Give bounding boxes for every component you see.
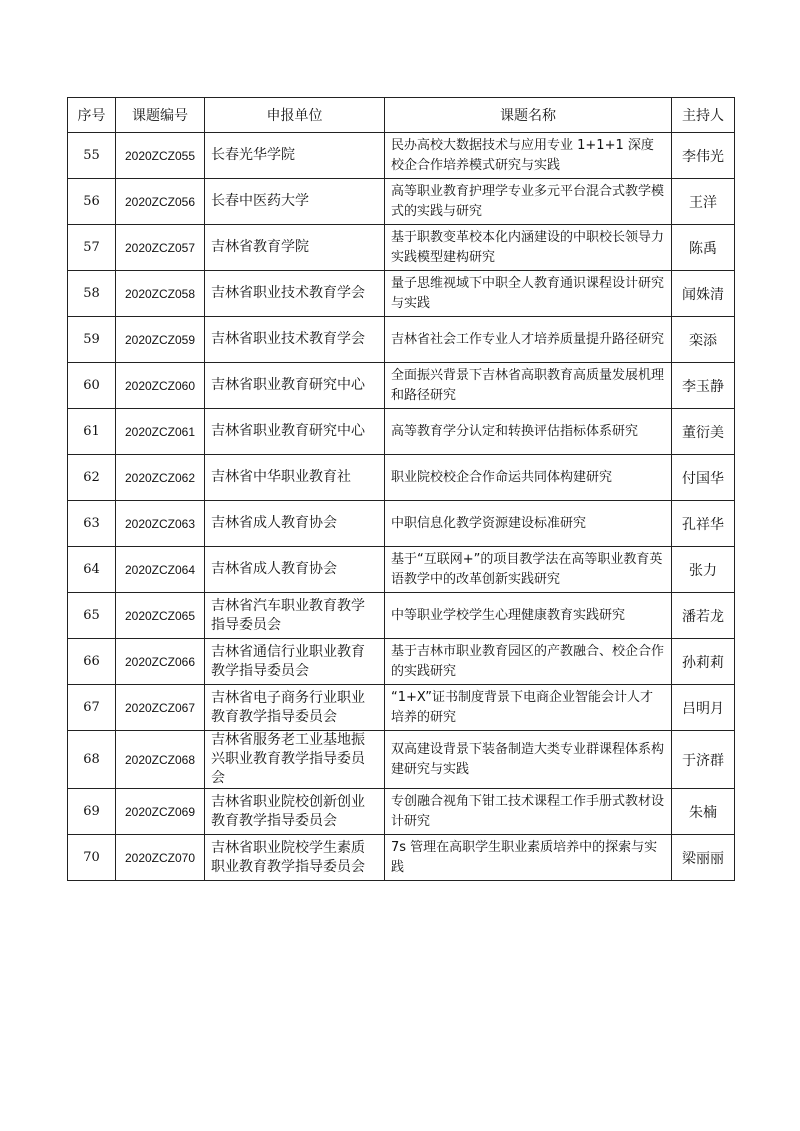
cell-host: 李玉静 — [672, 363, 735, 409]
table-row — [68, 317, 735, 363]
table-row — [68, 409, 735, 455]
cell-host: 陈禹 — [672, 225, 735, 271]
cell-host: 付国华 — [672, 455, 735, 501]
cell-code: 2020ZCZ068 — [116, 731, 205, 789]
cell-title: 7s 管理在高职学生职业素质培养中的探索与实践 — [385, 835, 672, 881]
cell-title: 高等职业教育护理学专业多元平台混合式教学模式的实践与研究 — [385, 179, 672, 225]
cell-index: 63 — [68, 501, 116, 547]
table-row — [68, 455, 735, 501]
cell-unit: 吉林省汽车职业教育教学指导委员会 — [205, 593, 385, 639]
cell-title: 基于“互联网+”的项目教学法在高等职业教育英语教学中的改革创新实践研究 — [385, 547, 672, 593]
cell-index: 70 — [68, 835, 116, 881]
cell-host: 潘若龙 — [672, 593, 735, 639]
cell-host: 闻姝清 — [672, 271, 735, 317]
cell-unit: 吉林省职业教育研究中心 — [205, 409, 385, 455]
cell-host: 梁丽丽 — [672, 835, 735, 881]
cell-host: 李伟光 — [672, 133, 735, 179]
cell-title: 中职信息化教学资源建设标准研究 — [385, 501, 672, 547]
cell-code: 2020ZCZ066 — [116, 639, 205, 685]
cell-unit: 吉林省职业院校创新创业教育教学指导委员会 — [205, 789, 385, 835]
table-row — [68, 593, 735, 639]
cell-title: 吉林省社会工作专业人才培养质量提升路径研究 — [385, 317, 672, 363]
cell-host: 王洋 — [672, 179, 735, 225]
table-row — [68, 789, 735, 835]
cell-unit: 吉林省职业技术教育学会 — [205, 271, 385, 317]
header-code: 课题编号 — [116, 98, 205, 133]
cell-code: 2020ZCZ063 — [116, 501, 205, 547]
cell-code: 2020ZCZ069 — [116, 789, 205, 835]
cell-unit: 长春光华学院 — [205, 133, 385, 179]
cell-index: 65 — [68, 593, 116, 639]
project-table — [67, 97, 735, 881]
cell-title: 职业院校校企合作命运共同体构建研究 — [385, 455, 672, 501]
cell-unit: 吉林省服务老工业基地振兴职业教育教学指导委员会 — [205, 731, 385, 789]
cell-index: 67 — [68, 685, 116, 731]
cell-unit: 吉林省职业技术教育学会 — [205, 317, 385, 363]
cell-title: 基于职教变革校本化内涵建设的中职校长领导力实践模型建构研究 — [385, 225, 672, 271]
cell-unit: 吉林省通信行业职业教育教学指导委员会 — [205, 639, 385, 685]
cell-code: 2020ZCZ070 — [116, 835, 205, 881]
cell-index: 60 — [68, 363, 116, 409]
cell-index: 68 — [68, 731, 116, 789]
cell-host: 董衍美 — [672, 409, 735, 455]
cell-code: 2020ZCZ055 — [116, 133, 205, 179]
cell-index: 59 — [68, 317, 116, 363]
cell-index: 62 — [68, 455, 116, 501]
cell-code: 2020ZCZ061 — [116, 409, 205, 455]
table-row — [68, 639, 735, 685]
table-header-row — [68, 98, 735, 133]
cell-code: 2020ZCZ056 — [116, 179, 205, 225]
cell-index: 66 — [68, 639, 116, 685]
cell-unit: 吉林省教育学院 — [205, 225, 385, 271]
cell-index: 64 — [68, 547, 116, 593]
cell-index: 58 — [68, 271, 116, 317]
cell-title: 基于吉林市职业教育园区的产教融合、校企合作的实践研究 — [385, 639, 672, 685]
table-row — [68, 547, 735, 593]
cell-title: 高等教育学分认定和转换评估指标体系研究 — [385, 409, 672, 455]
cell-index: 56 — [68, 179, 116, 225]
table-row — [68, 363, 735, 409]
table-row — [68, 179, 735, 225]
table-row — [68, 685, 735, 731]
cell-code: 2020ZCZ067 — [116, 685, 205, 731]
cell-host: 张力 — [672, 547, 735, 593]
cell-code: 2020ZCZ062 — [116, 455, 205, 501]
cell-host: 朱楠 — [672, 789, 735, 835]
cell-index: 61 — [68, 409, 116, 455]
cell-index: 55 — [68, 133, 116, 179]
cell-index: 57 — [68, 225, 116, 271]
cell-code: 2020ZCZ064 — [116, 547, 205, 593]
cell-title: 专创融合视角下钳工技术课程工作手册式教材设计研究 — [385, 789, 672, 835]
table-row — [68, 133, 735, 179]
cell-title: 量子思维视域下中职全人教育通识课程设计研究与实践 — [385, 271, 672, 317]
cell-unit: 吉林省职业院校学生素质职业教育教学指导委员会 — [205, 835, 385, 881]
table-row — [68, 835, 735, 881]
cell-unit: 长春中医药大学 — [205, 179, 385, 225]
cell-code: 2020ZCZ060 — [116, 363, 205, 409]
table-row — [68, 501, 735, 547]
header-unit: 申报单位 — [205, 98, 385, 133]
cell-title: 中等职业学校学生心理健康教育实践研究 — [385, 593, 672, 639]
cell-unit: 吉林省职业教育研究中心 — [205, 363, 385, 409]
cell-title: “1+X”证书制度背景下电商企业智能会计人才培养的研究 — [385, 685, 672, 731]
cell-code: 2020ZCZ065 — [116, 593, 205, 639]
header-index: 序号 — [68, 98, 116, 133]
cell-index: 69 — [68, 789, 116, 835]
cell-host: 栾添 — [672, 317, 735, 363]
cell-title: 全面振兴背景下吉林省高职教育高质量发展机理和路径研究 — [385, 363, 672, 409]
cell-unit: 吉林省成人教育协会 — [205, 547, 385, 593]
header-host: 主持人 — [672, 98, 735, 133]
header-title: 课题名称 — [385, 98, 672, 133]
cell-code: 2020ZCZ058 — [116, 271, 205, 317]
table-row — [68, 225, 735, 271]
cell-unit: 吉林省中华职业教育社 — [205, 455, 385, 501]
cell-host: 孙莉莉 — [672, 639, 735, 685]
cell-title: 双高建设背景下装备制造大类专业群课程体系构建研究与实践 — [385, 731, 672, 789]
cell-title: 民办高校大数据技术与应用专业 1+1+1 深度校企合作培养模式研究与实践 — [385, 133, 672, 179]
table-row — [68, 731, 735, 789]
cell-host: 于济群 — [672, 731, 735, 789]
cell-host: 吕明月 — [672, 685, 735, 731]
cell-unit: 吉林省成人教育协会 — [205, 501, 385, 547]
cell-host: 孔祥华 — [672, 501, 735, 547]
cell-code: 2020ZCZ059 — [116, 317, 205, 363]
table-row — [68, 271, 735, 317]
cell-unit: 吉林省电子商务行业职业教育教学指导委员会 — [205, 685, 385, 731]
cell-code: 2020ZCZ057 — [116, 225, 205, 271]
